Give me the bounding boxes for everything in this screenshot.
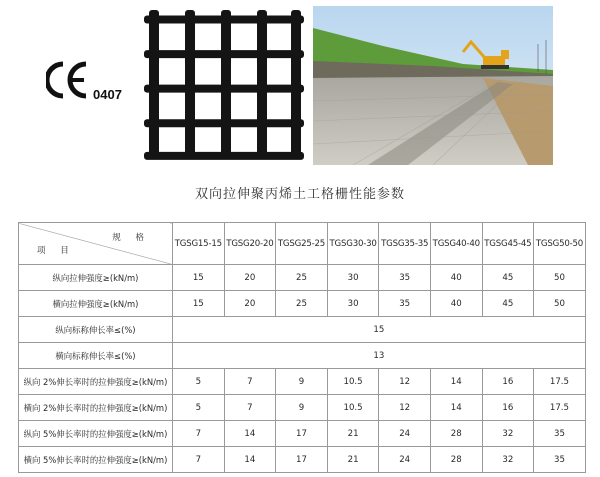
- geogrid-rib: [185, 10, 195, 158]
- row-label-cell: 纵向 5%伸长率时的拉伸强度≥(kN/m): [19, 421, 173, 447]
- spec-table: [18, 222, 586, 473]
- row-label-cell: 横向 2%伸长率时的拉伸强度≥(kN/m): [19, 395, 173, 421]
- value-cell: 12: [379, 369, 431, 395]
- model-header-cell: TGSG15-15: [173, 223, 225, 265]
- geogrid-rib: [149, 10, 159, 158]
- value-cell: 45: [482, 265, 534, 291]
- geogrid-rib: [144, 85, 304, 93]
- value-cell: 14: [224, 421, 276, 447]
- construction-site-image: [313, 6, 553, 165]
- value-cell: 20: [224, 265, 276, 291]
- value-cell: 17: [276, 447, 328, 473]
- value-cell: 14: [224, 447, 276, 473]
- value-cell: 28: [430, 447, 482, 473]
- table-row: [19, 291, 586, 317]
- value-cell: 21: [327, 447, 379, 473]
- model-header-cell: TGSG30-30: [327, 223, 379, 265]
- header-spec-label: 规 格: [112, 233, 150, 243]
- value-cell: 14: [430, 395, 482, 421]
- value-cell: 7: [173, 421, 225, 447]
- table-title: 双向拉伸聚丙烯土工格栅性能参数: [194, 187, 405, 202]
- model-header-cell: TGSG20-20: [224, 223, 276, 265]
- table-row: [19, 343, 586, 369]
- row-label-cell: 横向 5%伸长率时的拉伸强度≥(kN/m): [19, 447, 173, 473]
- value-cell: 14: [430, 369, 482, 395]
- value-cell: 35: [379, 291, 431, 317]
- value-cell: 9: [276, 369, 328, 395]
- value-cell: 24: [379, 421, 431, 447]
- model-header-cell: TGSG35-35: [379, 223, 431, 265]
- value-cell: 15: [173, 291, 225, 317]
- value-cell: 7: [224, 395, 276, 421]
- value-cell: 30: [327, 291, 379, 317]
- table-row: [19, 369, 586, 395]
- merged-value-cell: 15: [173, 317, 586, 343]
- value-cell: 40: [430, 265, 482, 291]
- value-cell: 35: [534, 447, 586, 473]
- value-cell: 16: [482, 395, 534, 421]
- value-cell: 7: [173, 447, 225, 473]
- value-cell: 28: [430, 421, 482, 447]
- value-cell: 17: [276, 421, 328, 447]
- value-cell: 9: [276, 395, 328, 421]
- row-label-cell: 横向标称伸长率≤(%): [19, 343, 173, 369]
- value-cell: 45: [482, 291, 534, 317]
- model-header-cell: TGSG50-50: [534, 223, 586, 265]
- header-item-label: 项 目: [37, 246, 75, 256]
- header-corner-cell: [19, 223, 173, 265]
- table-row: [19, 421, 586, 447]
- value-cell: 50: [534, 291, 586, 317]
- value-cell: 5: [173, 395, 225, 421]
- model-header-cell: TGSG25-25: [276, 223, 328, 265]
- geogrid-rib: [257, 10, 267, 158]
- value-cell: 35: [379, 265, 431, 291]
- value-cell: 12: [379, 395, 431, 421]
- value-cell: 17.5: [534, 369, 586, 395]
- value-cell: 24: [379, 447, 431, 473]
- row-label-cell: 纵向拉伸强度≥(kN/m): [19, 265, 173, 291]
- table-row: [19, 317, 586, 343]
- value-cell: 40: [430, 291, 482, 317]
- value-cell: 25: [276, 265, 328, 291]
- value-cell: 7: [224, 369, 276, 395]
- value-cell: 35: [534, 421, 586, 447]
- geogrid-rib: [144, 119, 304, 127]
- value-cell: 32: [482, 421, 534, 447]
- geogrid-rib: [221, 10, 231, 158]
- ce-certification-logo: [46, 60, 132, 100]
- ce-number: 0407: [93, 87, 122, 100]
- value-cell: 5: [173, 369, 225, 395]
- geogrid-rib: [144, 152, 304, 160]
- value-cell: 10.5: [327, 369, 379, 395]
- value-cell: 10.5: [327, 395, 379, 421]
- value-cell: 15: [173, 265, 225, 291]
- row-label-cell: 横向拉伸强度≥(kN/m): [19, 291, 173, 317]
- row-label-cell: 纵向 2%伸长率时的拉伸强度≥(kN/m): [19, 369, 173, 395]
- value-cell: 17.5: [534, 395, 586, 421]
- value-cell: 25: [276, 291, 328, 317]
- value-cell: 32: [482, 447, 534, 473]
- model-header-cell: TGSG40-40: [430, 223, 482, 265]
- value-cell: 21: [327, 421, 379, 447]
- geogrid-product-image: [142, 8, 306, 160]
- model-header-cell: TGSG45-45: [482, 223, 534, 265]
- value-cell: 20: [224, 291, 276, 317]
- row-label-cell: 纵向标称伸长率≤(%): [19, 317, 173, 343]
- table-row: [19, 395, 586, 421]
- table-row: [19, 265, 586, 291]
- geogrid-rib: [291, 10, 301, 158]
- value-cell: 30: [327, 265, 379, 291]
- merged-value-cell: 13: [173, 343, 586, 369]
- table-header-row: [19, 223, 586, 265]
- value-cell: 50: [534, 265, 586, 291]
- value-cell: 16: [482, 369, 534, 395]
- table-row: [19, 447, 586, 473]
